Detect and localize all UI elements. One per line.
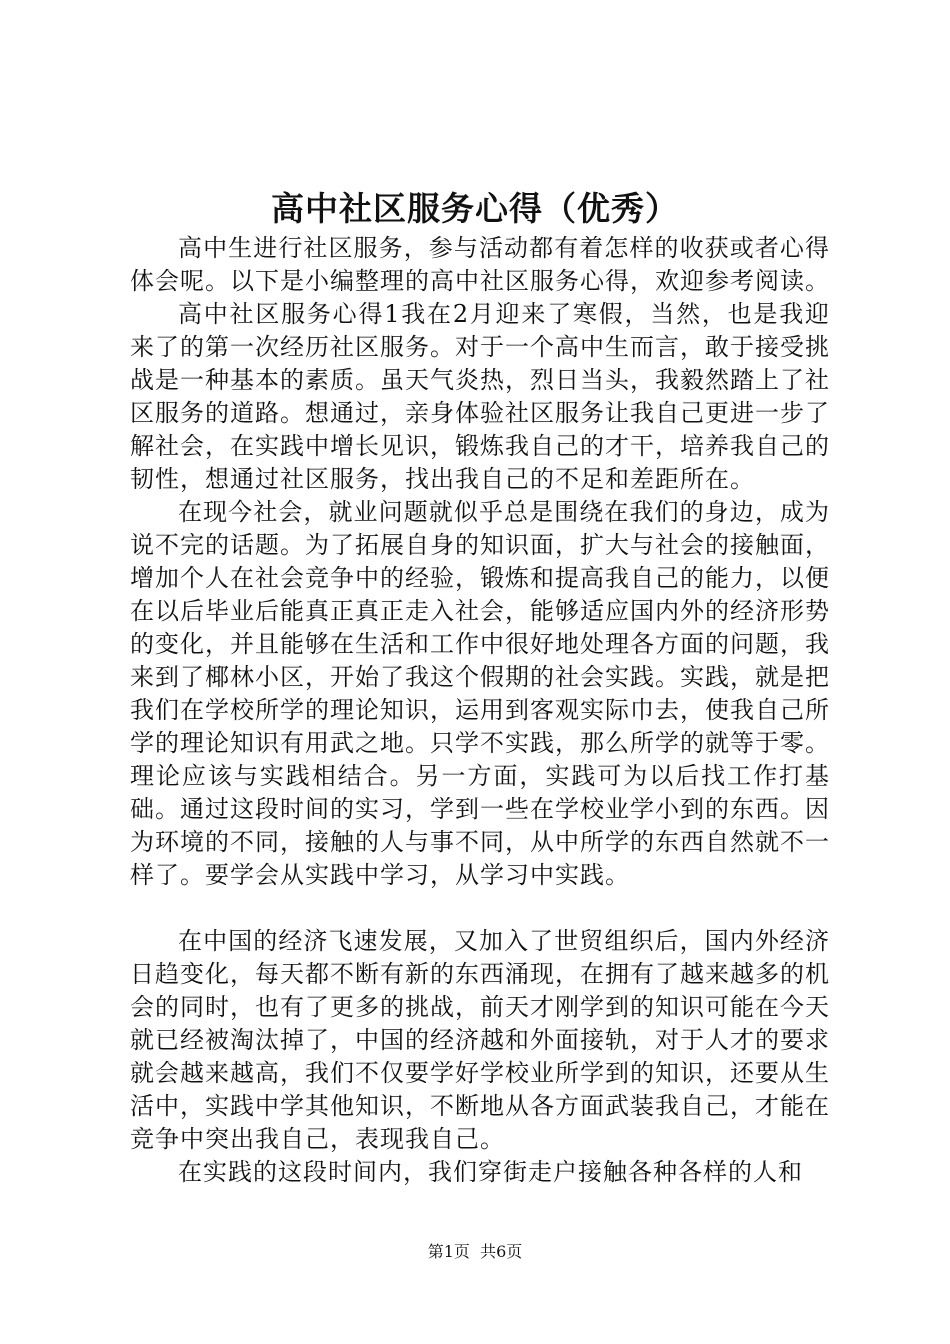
paragraph-4: 在实践的这段时间内，我们穿街走户接触各种各样的人和 bbox=[178, 1158, 803, 1186]
page-title: 高中社区服务心得（优秀） bbox=[271, 189, 679, 228]
paragraph-spacer bbox=[130, 892, 830, 925]
paragraph-1: 高中社区服务心得1我在2月迎来了寒假，当然，也是我迎来了的第一次经历社区服务。对于一个高中生而言，敢于接受挑战是一种基本的素质。虽天气炎热，烈日当头，我毅然踏上了社区服务的道路。想通过，亲身体验社区服务让我自己更进一步了解社会，在实践中增长见识，锻炼我自己的才干，培养我自己的韧性，想通过社区服务，找出我自己的不足和差距所在。 bbox=[130, 300, 830, 493]
document-body bbox=[130, 232, 830, 1189]
paragraph-intro: 高中生进行社区服务，参与活动都有着怎样的收获或者心得体会呢。以下是小编整理的高中社区服务心得，欢迎参考阅读。 bbox=[130, 234, 830, 295]
page-number: 第1页 共6页 bbox=[427, 1242, 523, 1261]
paragraph-3: 在中国的经济飞速发展，又加入了世贸组织后，国内外经济日趋变化，每天都不断有新的东西涌现，在拥有了越来越多的机会的同时，也有了更多的挑战，前天才刚学到的知识可能在今天就已经被淘汰掉了，中国的经济越和外面接轨，对于人才的要求就会越来越高，我们不仅要学好学校业所学到的知识，还要从生活中，实践中学其他知识，不断地从各方面武装我自己，才能在竞争中突出我自己，表现我自己。 bbox=[130, 927, 830, 1153]
paragraph-2: 在现今社会，就业问题就似乎总是围绕在我们的身边，成为说不完的话题。为了拓展自身的知识面，扩大与社会的接触面，增加个人在社会竞争中的经验，锻炼和提高我自己的能力，以便在以后毕业后能真正真正走入社会，能够适应国内外的经济形势的变化，并且能够在生活和工作中很好地处理各方面的问题，我来到了椰林小区，开始了我这个假期的社会实践。实践，就是把我们在学校所学的理论知识，运用到客观实际巾去，使我自己所学的理论知识有用武之地。只学不实践，那么所学的就等于零。理论应该与实践相结合。另一方面，实践可为以后找工作打基础。通过这段时间的实习，学到一些在学校业学小到的东西。因为环境的不同，接触的人与事不同，从中所学的东西自然就不一样了。要学会从实践中学习，从学习中实践。 bbox=[130, 498, 830, 889]
